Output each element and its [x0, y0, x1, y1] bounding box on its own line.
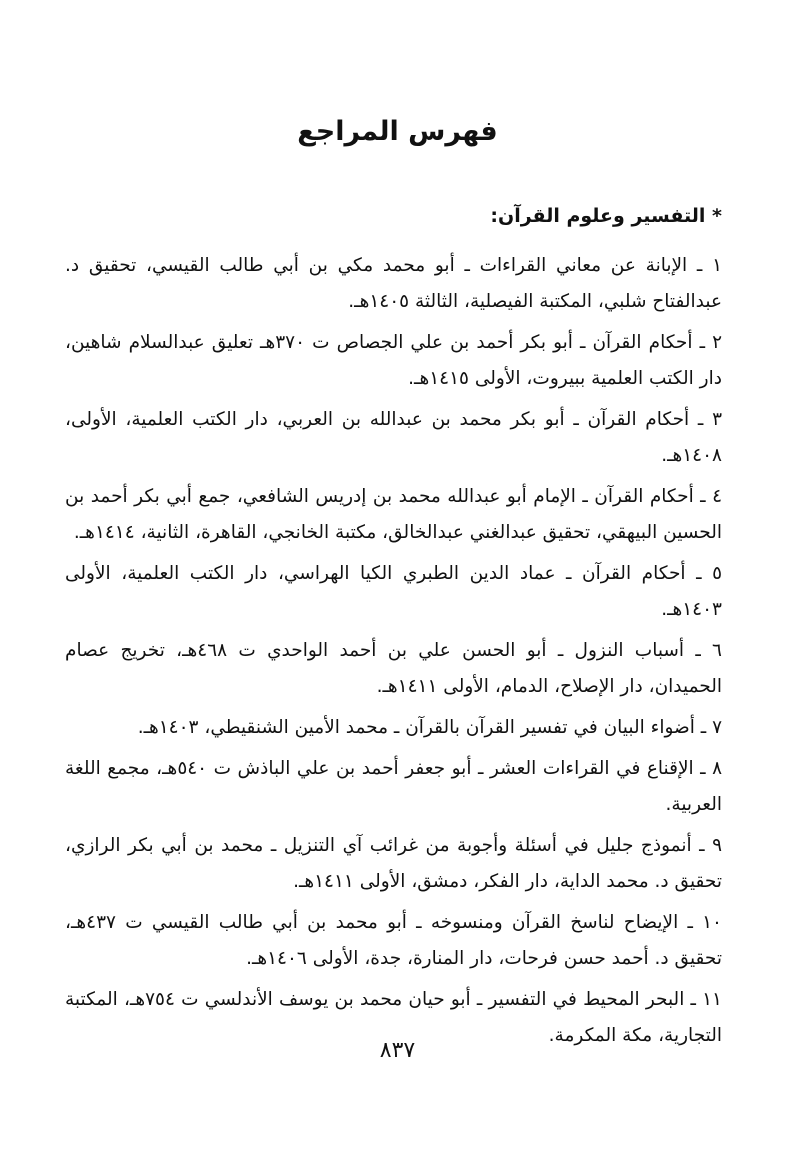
reference-entry: ٦ ـ أسباب النزول ـ أبو الحسن علي بن أحمد الواحدي ت ٤٦٨هـ، تخريج عصام الحميدان، دار الإصلاح، الدمام، الأولى ١٤١١هـ.: [65, 640, 722, 697]
reference-entry: ٣ ـ أحكام القرآن ـ أبو بكر محمد بن عبدالله بن العربي، دار الكتب العلمية، الأولى، ١٤٠٨هـ.: [65, 409, 722, 466]
reference-entry: ١ ـ الإبانة عن معاني القراءات ـ أبو محمد مكي بن أبي طالب القيسي، تحقيق د. عبدالفتاح شلبي، المكتبة الفيصلية، الثالثة ١٤٠٥هـ.: [65, 255, 722, 312]
reference-entry: ٧ ـ أضواء البيان في تفسير القرآن بالقرآن ـ محمد الأمين الشنقيطي، ١٤٠٣هـ.: [137, 717, 722, 738]
reference-entry: ٨ ـ الإقناع في القراءات العشر ـ أبو جعفر أحمد بن علي الباذش ت ٥٤٠هـ، مجمع اللغة العربية.: [65, 758, 723, 815]
reference-entry: ٢ ـ أحكام القرآن ـ أبو بكر أحمد بن علي الجصاص ت ٣٧٠هـ تعليق عبدالسلام شاهين، دار الكتب العلمية ببيروت، الأولى ١٤١٥هـ.: [65, 332, 722, 389]
section-heading: * التفسير وعلوم القرآن:: [490, 205, 722, 227]
page-title: فهرس المراجع: [297, 116, 498, 147]
reference-entry: ١٠ ـ الإيضاح لناسخ القرآن ومنسوخه ـ أبو محمد بن أبي طالب القيسي ت ٤٣٧هـ، تحقيق د. أحمد حسن فرحات، دار المنارة، جدة، الأولى ١٤٠٦هـ.: [65, 912, 722, 969]
reference-list: [65, 248, 722, 1059]
reference-entry: ٥ ـ أحكام القرآن ـ عماد الدين الطبري الكيا الهراسي، دار الكتب العلمية، الأولى ١٤٠٣هـ.: [65, 563, 722, 620]
reference-entry: ١١ ـ البحر المحيط في التفسير ـ أبو حيان محمد بن يوسف الأندلسي ت ٧٥٤هـ، المكتبة التجارية، مكة المكرمة.: [65, 989, 722, 1046]
reference-entry: ٤ ـ أحكام القرآن ـ الإمام أبو عبدالله محمد بن إدريس الشافعي، جمع أبي بكر أحمد بن الحسين البيهقي، تحقيق عبدالغني عبدالخالق، مكتبة الخانجي، القاهرة، الثانية، ١٤١٤هـ.: [65, 486, 722, 543]
page-number: ٨٣٧: [379, 1038, 416, 1063]
reference-entry: ٩ ـ أنموذج جليل في أسئلة وأجوبة من غرائب آي التنزيل ـ محمد بن أبي بكر الرازي، تحقيق د. محمد الداية، دار الفكر، دمشق، الأولى ١٤١١هـ.: [65, 835, 722, 892]
